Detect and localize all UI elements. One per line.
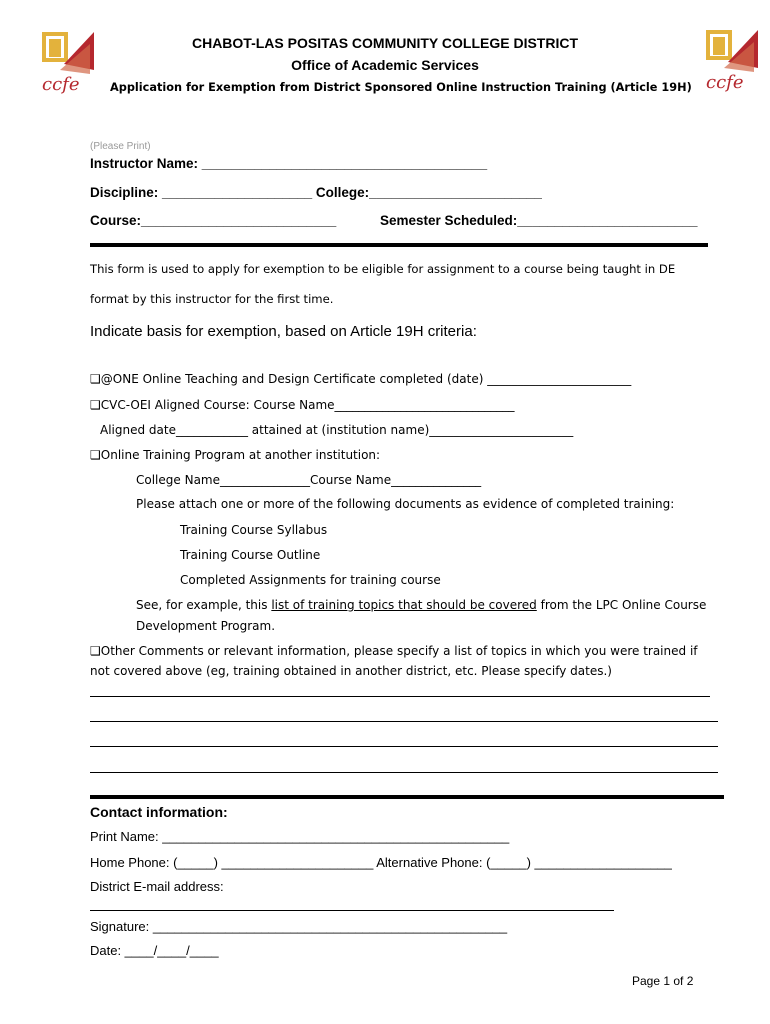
doc-outline: Training Course Outline [180,548,321,562]
course-field[interactable]: Course:__________________________ [90,213,337,228]
option-online-training[interactable] [90,448,380,462]
doc-syllabus: Training Course Syllabus [180,523,328,537]
office-title: Office of Academic Services [291,57,479,73]
otp-college-course[interactable]: College Name_______________Course Name_______________ [136,473,482,487]
doc-assignments: Completed Assignments for training course [180,573,441,587]
checkbox-icon[interactable]: ❑ [90,372,101,386]
phone-fields[interactable]: Home Phone: (_____) _____________________ Alternative Phone: (_____) ___________________ [90,855,672,870]
svg-text:ccfe: ccfe [42,74,80,94]
signature-field[interactable]: Signature: _________________________________________________ [90,919,508,934]
please-print-note: (Please Print) [90,141,151,152]
other-label-line2: not covered above (eg, training obtained in another district, etc. Please specify dates.) [90,664,612,678]
basis-heading: Indicate basis for exemption, based on Article 19H criteria: [90,323,477,340]
intro-text-line1: This form is used to apply for exemption to be eligible for assignment to a course being taught in DE [90,262,676,276]
option-cvc-label: CVC-OEI Aligned Course: Course Name______________________________ [100,398,515,412]
see-suffix: from the LPC Online Course [536,598,707,612]
option-other-comments[interactable] [90,644,698,658]
option-one-label: @ONE Online Teaching and Design Certificate completed (date) ________________________ [100,372,632,386]
email-input-line[interactable] [90,910,614,911]
comment-line-1[interactable] [90,696,710,697]
other-label: Other Comments or relevant information, please specify a list of topics in which you were trained if [100,644,698,658]
contact-heading: Contact information: [90,804,228,820]
checkbox-icon[interactable]: ❑ [90,448,101,462]
intro-text-line2: format by this instructor for the first time. [90,292,334,306]
date-field[interactable]: Date: ____/____/____ [90,943,219,958]
email-label: District E-mail address: [90,879,224,894]
form-title: Application for Exemption from District Sponsored Online Instruction Training (Article 19H) [110,81,692,94]
comment-line-3[interactable] [90,746,718,747]
page-number: Page 1 of 2 [632,974,694,988]
instructor-name-field[interactable]: Instructor Name: ______________________________________ [90,156,488,171]
contact-divider [90,795,724,799]
training-topics-link[interactable]: list of training topics that should be covered [271,598,537,612]
print-name-field[interactable]: Print Name: ________________________________________________ [90,829,510,844]
semester-field[interactable]: Semester Scheduled:________________________ [380,213,698,228]
svg-text:ccfe: ccfe [706,72,744,92]
see-example [136,598,706,612]
see-example-line2: Development Program. [136,619,276,633]
option-otp-label: Online Training Program at another institution: [100,448,381,462]
comment-line-4[interactable] [90,772,718,773]
option-one-certificate[interactable] [90,372,631,386]
option-cvc-course[interactable] [90,398,515,412]
checkbox-icon[interactable]: ❑ [90,398,101,412]
comment-line-2[interactable] [90,721,718,722]
checkbox-icon[interactable]: ❑ [90,644,101,658]
otp-attach-note: Please attach one or more of the following documents as evidence of completed training: [136,497,675,511]
see-prefix: See, for example, this [136,598,272,612]
district-title: CHABOT-LAS POSITAS COMMUNITY COLLEGE DISTRICT [191,35,579,51]
section-divider [90,243,708,247]
cvc-aligned-date[interactable]: Aligned date____________ attained at (institution name)________________________ [100,423,574,437]
discipline-college-field[interactable]: Discipline: ____________________ College:_______________________ [90,185,542,200]
